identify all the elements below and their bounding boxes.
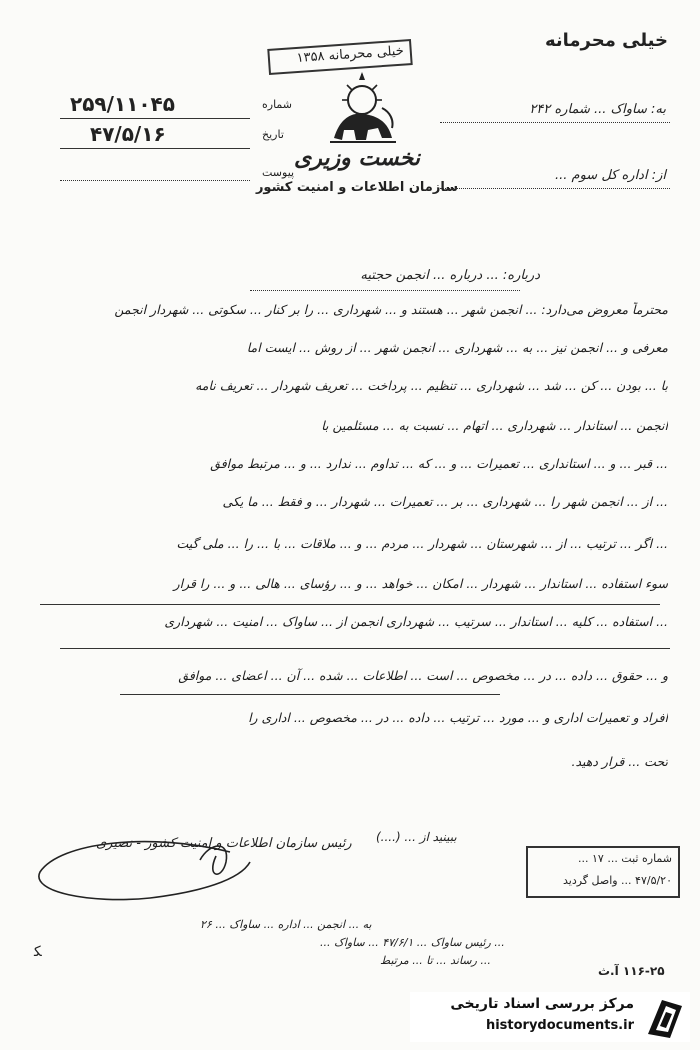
body-line: سوء استفاده ... استاندار ... شهردار ... امکان ... خواهد ... و ... رؤسای ... هالی ... و ... را قرار <box>173 576 668 591</box>
body-line: با ... بودن ... کن ... شد ... شهرداری ... تنظیم ... پرداخت ... تعریف شهردار ... تعریف نامه <box>195 378 668 393</box>
footer-sign: ﮑ <box>34 944 42 960</box>
body-line: تحت ... قرار دهید. <box>571 754 668 769</box>
body-line: انجمن ... استاندار ... شهرداری ... اتهام ... نسبت به ... مسئلمین با <box>321 418 668 433</box>
top-stamp: خیلی محرمانه ۱۳۵۸ <box>267 39 412 75</box>
org-subname: سازمان اطلاعات و امنیت کشور <box>255 180 458 195</box>
org-name: نخست وزیری <box>294 146 420 171</box>
footer-note: ... رساند ... تا ... مرتبط <box>380 954 491 967</box>
watermark-name: مرکز بررسی اسناد تاریخی <box>450 996 634 1012</box>
number-value: ۲۵۹/۱۱۰۴۵ <box>70 92 175 116</box>
body-line: ... قبر ... و ... استانداری ... تعمیرات ... و ... که ... تداوم ... ندارد ... و ... مرتبط موافق <box>210 456 668 471</box>
receipt-stamp: شماره ثبت ... ۱۷ ... ۴۷/۵/۲۰ ... واصل گردید <box>526 846 680 898</box>
body-line: ... اگر ... ترتیب ... از ... شهرستان ... شهردار ... مردم ... و ... ملاقات ... با ... را ... ملی گیت <box>176 536 668 551</box>
footer-note: به ... انجمن ... اداره ... ساواک ... ۲۶ <box>200 918 372 931</box>
number-label: شماره <box>262 98 293 111</box>
date-value: ۴۷/۵/۱۶ <box>90 122 166 146</box>
body-line: ... از ... انجمن شهر را ... شهرداری ... بر ... تعمیرات ... شهردار ... و فقط ... ما یکی <box>222 494 668 509</box>
body-line: معرفی و ... انجمن نیز ... به ... شهرداری ... انجمن شهر ... از روش ... ایست اما <box>246 340 668 355</box>
body-line: افراد و تعمیرات اداری و ... مورد ... ترتیب ... داده ... در ... مخصوص ... اداری را <box>248 710 668 725</box>
watermark <box>410 992 690 1042</box>
watermark-url: historydocuments.ir <box>485 1018 634 1033</box>
body-line: محترماً معروض می‌دارد: ... انجمن شهر ... هستند و ... شهرداری ... را بر کنار ... سکوتی ... شهردار انجمن <box>114 302 668 317</box>
attachment-label: پیوست <box>262 166 295 179</box>
body-line: و ... حقوق ... داده ... در ... مخصوص ... است ... اطلاعات ... شده ... آن ... اعضای ... موافق <box>178 668 668 683</box>
form-code: ۱۱۶-۲۵ آ.ث <box>598 964 665 978</box>
lion-and-sun-emblem-icon <box>322 68 402 150</box>
footer-note: ... رئیس ساواک ... ۴۷/۶/۱ ... ساواک ... <box>320 936 505 949</box>
body-line: ... استفاده ... کلیه ... استاندار ... سرتیب ... شهرداری انجمن از ... ساواک ... امنیت ... شهرداری <box>164 614 668 629</box>
to-line: به: ساواک ... شماره ۲۴۲ <box>529 102 666 117</box>
subject-line: درباره: ... درباره ... انجمن حجتیه <box>360 268 540 283</box>
classification-mark: خیلی محرمانه <box>544 30 668 51</box>
archive-logo-icon <box>642 994 688 1040</box>
from-line: از: اداره کل سوم ... <box>555 168 666 183</box>
signature-scribble-icon <box>30 832 260 912</box>
signature-aside: ببینید از ... (....) <box>376 830 457 844</box>
signature-title: رئیس سازمان اطلاعات و امنیت کشور - نصیری <box>96 836 352 851</box>
date-label: تاریخ <box>262 128 284 141</box>
